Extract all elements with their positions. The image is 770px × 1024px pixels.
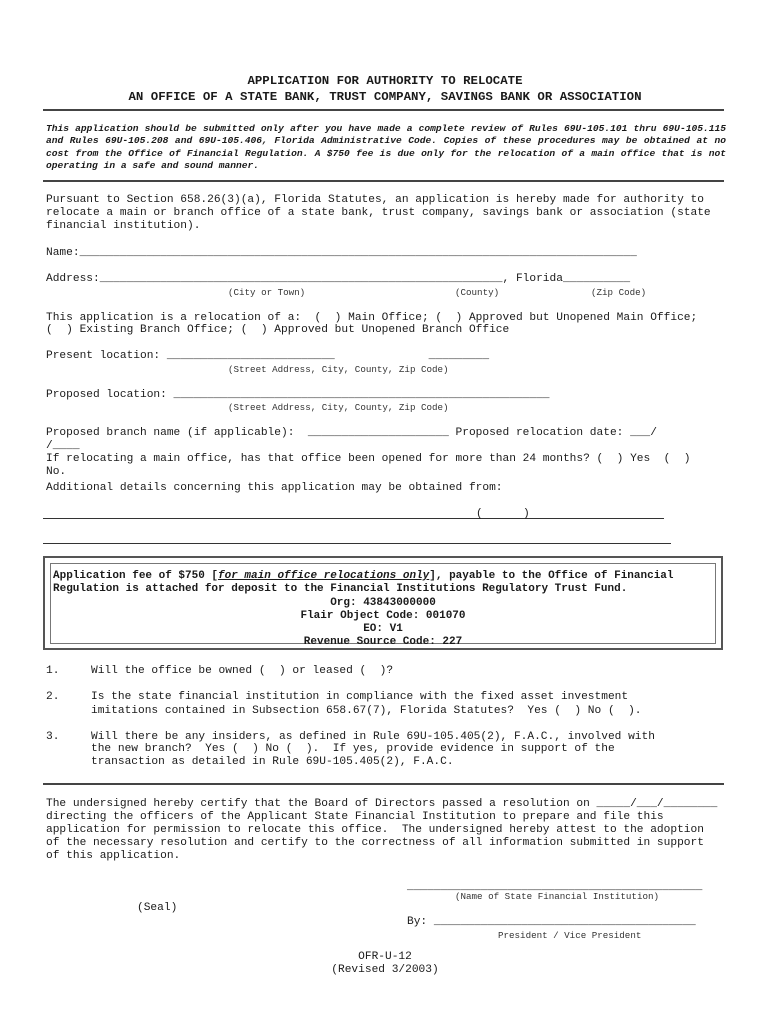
city-caption: (City or Town) xyxy=(228,287,306,298)
additional-details-label: Additional details concerning this application may be obtained from: xyxy=(46,482,503,494)
question-3-text-line-2[interactable]: the new branch? Yes ( ) No ( ). If yes, provide evidence in support of the xyxy=(91,743,615,755)
proposed-location-caption: (Street Address, City, County, Zip Code) xyxy=(228,402,449,413)
form-revision: (Revised 3/2003) xyxy=(331,964,439,976)
seal-label: (Seal) xyxy=(137,902,178,914)
certify-line-3: application for permission to relocate this office. The undersigned hereby attest to the adoption xyxy=(46,824,704,836)
branch-name-and-date-field[interactable]: Proposed branch name (if applicable): _____________________ Proposed relocation date: ___/ xyxy=(46,427,657,439)
fee-line-1-post: ], payable to the Office of Financial xyxy=(429,570,674,582)
question-1-text[interactable]: Will the office be owned ( ) or leased ( )? xyxy=(91,665,394,677)
address-field[interactable]: Address:____________________________________________________________, Florida__________ xyxy=(46,273,631,285)
officer-caption: President / Vice President xyxy=(498,930,642,941)
institution-name-field[interactable]: ____________________________________________ xyxy=(407,881,703,893)
present-location-field[interactable]: Present location: _________________________ _________ xyxy=(46,350,490,362)
question-1-number: 1. xyxy=(46,665,60,677)
relocation-type-line-2[interactable]: ( ) Existing Branch Office; ( ) Approved but Unopened Branch Office xyxy=(46,324,510,336)
title-divider xyxy=(43,109,724,111)
question-3-text-line-1: Will there be any insiders, as defined in Rule 69U-105.405(2), F.A.C., involved with xyxy=(91,731,655,743)
certify-line-4: of the necessary resolution and certify to the correctness of all information submitted in support xyxy=(46,837,704,849)
main-office-question-line-2: No. xyxy=(46,466,67,478)
fee-line-1 xyxy=(53,570,674,583)
fee-line-1-pre: Application fee of $750 [ xyxy=(53,570,219,582)
pursuant-line-2: relocate a main or branch office of a state bank, trust company, savings bank or association (state xyxy=(46,207,711,219)
question-2-text-line-1: Is the state financial institution in compliance with the fixed asset investment xyxy=(91,691,629,703)
fee-line-2: Regulation is attached for deposit to the Financial Institutions Regulatory Trust Fund. xyxy=(53,583,628,595)
intro-divider xyxy=(43,180,724,182)
fee-revenue-code: Revenue Source Code: 227 xyxy=(303,636,463,648)
intro-paragraph: This application should be submitted only after you have made a complete review of Rules 69U-105.101 thru 69U-105.115 and Rules 69U-105.208 and 69U-105.406, Florida Administrative Code. Copies of these procedures may be obtained at no cost from the Office of Financial Regulation. A $750 fee is due only for the relocation of a main office that is not operating in a safe and sound manner. xyxy=(46,123,726,172)
certify-line-1[interactable]: The undersigned hereby certify that the Board of Directors passed a resolution on _____/___/________ xyxy=(46,798,718,810)
question-3-text-line-3: transaction as detailed in Rule 69U-105.405(2), F.A.C. xyxy=(91,756,454,768)
question-2-text-line-2[interactable]: imitations contained in Subsection 658.67(7), Florida Statutes? Yes ( ) No ( ). xyxy=(91,705,642,717)
form-title-line2: AN OFFICE OF A STATE BANK, TRUST COMPANY, SAVINGS BANK OR ASSOCIATION xyxy=(128,90,642,104)
form-id: OFR-U-12 xyxy=(358,951,412,963)
relocation-date-continuation[interactable]: /____ xyxy=(46,440,80,452)
certify-line-2: directing the officers of the Applicant State Financial Institution to prepare and file this xyxy=(46,811,664,823)
name-field[interactable]: Name:___________________________________________________________________________________ xyxy=(46,247,637,259)
certify-line-5: of this application. xyxy=(46,850,181,862)
fee-box xyxy=(43,556,723,650)
county-caption: (County) xyxy=(455,287,500,298)
proposed-location-field[interactable]: Proposed location: ________________________________________________________ xyxy=(46,389,550,401)
contact-line-2[interactable] xyxy=(43,543,671,544)
present-location-caption: (Street Address, City, County, Zip Code) xyxy=(228,364,449,375)
fee-org: Org: 43843000000 xyxy=(330,597,436,609)
certification-divider xyxy=(43,783,724,785)
fee-line-1-emphasis: for main office relocations only xyxy=(218,570,430,582)
question-3-number: 3. xyxy=(46,731,60,743)
main-office-question-line-1[interactable]: If relocating a main office, has that office been opened for more than 24 months? ( ) Yes ( ) xyxy=(46,453,691,465)
fee-eo: EO: V1 xyxy=(363,623,403,635)
phone-area-code: ( ) xyxy=(476,508,530,520)
relocation-type-line-1[interactable]: This application is a relocation of a: ( ) Main Office; ( ) Approved but Unopened Main Office; xyxy=(46,312,698,324)
institution-name-caption: (Name of State Financial Institution) xyxy=(455,891,659,902)
contact-line-1[interactable] xyxy=(43,518,664,519)
officer-signature-field[interactable]: By: _______________________________________ xyxy=(407,916,696,928)
fee-flair-code: Flair Object Code: 001070 xyxy=(300,610,466,622)
zip-caption: (Zip Code) xyxy=(591,287,647,298)
form-title-line1: APPLICATION FOR AUTHORITY TO RELOCATE xyxy=(247,74,523,88)
question-2-number: 2. xyxy=(46,691,60,703)
pursuant-line-3: financial institution). xyxy=(46,220,201,232)
pursuant-line-1: Pursuant to Section 658.26(3)(a), Florida Statutes, an application is hereby made for authority to xyxy=(46,194,704,206)
